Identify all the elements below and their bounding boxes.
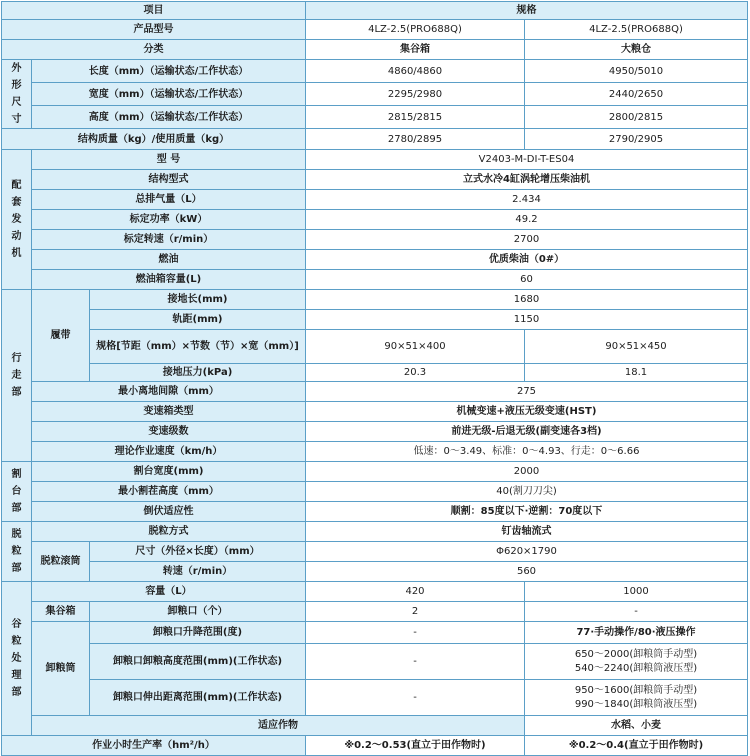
productivity-col2: ※0.2～0.4(直立于田作物时) (525, 736, 748, 756)
dim-length-col1: 4860/4860 (306, 60, 525, 83)
work-speed-label: 理论作业速度（km/h） (32, 442, 306, 462)
unloader-lift-col2: 77·手动操作/80·液压操作 (525, 622, 748, 644)
productivity-label: 作业小时生产率（hm²/h） (2, 736, 306, 756)
unloader-reach-col1: - (306, 680, 525, 716)
engine-fuel-value: 优质柴油（0#） (306, 250, 748, 270)
drum-speed-label: 转速（r/min） (90, 562, 306, 582)
drum-speed-value: 560 (306, 562, 748, 582)
gears-value: 前进无级-后退无级(副变速各3档) (306, 422, 748, 442)
grain-box-label: 集谷箱 (32, 602, 90, 622)
dim-width-label: 宽度（mm）（运输状态/工作状态） (32, 83, 306, 106)
grain-capacity-col1: 420 (306, 582, 525, 602)
engine-power-value: 49.2 (306, 210, 748, 230)
unloader-height-label: 卸粮口卸粮高度范围(mm)(工作状态) (90, 644, 306, 680)
model-col1: 4LZ-2.5(PRO688Q) (306, 20, 525, 40)
mass-label: 结构质量（kg）/使用质量（kg） (2, 129, 306, 150)
clearance-value: 275 (306, 382, 748, 402)
cutting-group: 割台部 (2, 462, 32, 522)
track-label: 履带 (32, 290, 90, 382)
grain-capacity-label: 容量（L） (32, 582, 306, 602)
outlet-count-label: 卸粮口（个） (90, 602, 306, 622)
engine-power-label: 标定功率（kW） (32, 210, 306, 230)
unloader-lift-label: 卸粮口升降范围(度) (90, 622, 306, 644)
lodging-value: 顺割：85度以下·逆割：70度以下 (306, 502, 748, 522)
category-col2: 大粮仓 (525, 40, 748, 60)
track-spec-col1: 90×51×400 (306, 330, 525, 364)
engine-model-value: V2403-M-DI-T-ES04 (306, 150, 748, 170)
engine-group: 配套发动机 (2, 150, 32, 290)
track-ground-length-label: 接地长(mm) (90, 290, 306, 310)
drum-label: 脱粒滚筒 (32, 542, 90, 582)
spec-table (1, 1, 748, 756)
mass-col1: 2780/2895 (306, 129, 525, 150)
outlet-count-col2: - (525, 602, 748, 622)
unloader-label: 卸粮筒 (32, 622, 90, 716)
header-spec: 规格 (306, 2, 748, 20)
header-item: 项目 (2, 2, 306, 20)
threshing-method-label: 脱粒方式 (32, 522, 306, 542)
lodging-label: 倒伏适应性 (32, 502, 306, 522)
dimensions-group: 外形尺寸 (2, 60, 32, 129)
outlet-count-col1: 2 (306, 602, 525, 622)
gearbox-label: 变速箱类型 (32, 402, 306, 422)
engine-tank-label: 燃油箱容量(L) (32, 270, 306, 290)
dim-height-col2: 2800/2815 (525, 106, 748, 129)
crop-value: 水稻、小麦 (525, 716, 748, 736)
engine-speed-label: 标定转速（r/min） (32, 230, 306, 250)
track-spec-label: 规格[节距（mm）×节数（节）×宽（mm）] (90, 330, 306, 364)
model-label: 产品型号 (2, 20, 306, 40)
threshing-method-value: 钉齿轴流式 (306, 522, 748, 542)
dim-length-label: 长度（mm）（运输状态/工作状态） (32, 60, 306, 83)
unloader-reach-hydraulic: 990～1840(卸粮筒液压型) (574, 698, 698, 710)
threshing-group: 脱粒部 (2, 522, 32, 582)
unloader-reach-col2 (525, 680, 748, 716)
track-gauge-label: 轨距(mm) (90, 310, 306, 330)
track-pressure-col1: 20.3 (306, 364, 525, 382)
model-col2: 4LZ-2.5(PRO688Q) (525, 20, 748, 40)
track-pressure-label: 接地压力(kPa) (90, 364, 306, 382)
stubble-label: 最小割茬高度（mm） (32, 482, 306, 502)
engine-displacement-value: 2.434 (306, 190, 748, 210)
dim-length-col2: 4950/5010 (525, 60, 748, 83)
unloader-height-hydraulic: 540～2240(卸粮筒液压型) (574, 662, 698, 674)
gearbox-value: 机械变速+液压无级变速(HST) (306, 402, 748, 422)
mass-col2: 2790/2905 (525, 129, 748, 150)
drum-size-value: Φ620×1790 (306, 542, 748, 562)
dim-height-label: 高度（mm）（运输状态/工作状态） (32, 106, 306, 129)
engine-type-value: 立式水冷4缸涡轮增压柴油机 (306, 170, 748, 190)
unloader-height-manual: 650～2000(卸粮筒手动型) (574, 648, 698, 660)
cut-width-value: 2000 (306, 462, 748, 482)
cut-width-label: 割台宽度(mm) (32, 462, 306, 482)
clearance-label: 最小离地间隙（mm） (32, 382, 306, 402)
unloader-reach-label: 卸粮口伸出距离范围(mm)(工作状态) (90, 680, 306, 716)
crop-label: 适应作物 (32, 716, 525, 736)
drum-size-label: 尺寸（外径×长度）（mm） (90, 542, 306, 562)
gears-label: 变速级数 (32, 422, 306, 442)
engine-fuel-label: 燃油 (32, 250, 306, 270)
grain-group: 谷粒处理部 (2, 582, 32, 736)
dim-height-col1: 2815/2815 (306, 106, 525, 129)
stubble-value: 40(割刀刀尖) (306, 482, 748, 502)
category-label: 分类 (2, 40, 306, 60)
unloader-reach-manual: 950～1600(卸粮筒手动型) (574, 684, 698, 696)
engine-model-label: 型 号 (32, 150, 306, 170)
track-gauge-value: 1150 (306, 310, 748, 330)
engine-type-label: 结构型式 (32, 170, 306, 190)
unloader-lift-col1: - (306, 622, 525, 644)
engine-tank-value: 60 (306, 270, 748, 290)
spec-sheet (1, 1, 749, 749)
productivity-col1: ※0.2～0.53(直立于田作物时) (306, 736, 525, 756)
engine-displacement-label: 总排气量（L） (32, 190, 306, 210)
unloader-height-col2 (525, 644, 748, 680)
category-col1: 集谷箱 (306, 40, 525, 60)
track-ground-length-value: 1680 (306, 290, 748, 310)
dim-width-col1: 2295/2980 (306, 83, 525, 106)
travel-group: 行走部 (2, 290, 32, 462)
track-spec-col2: 90×51×450 (525, 330, 748, 364)
work-speed-value: 低速：0～3.49、标准：0～4.93、行走：0～6.66 (306, 442, 748, 462)
unloader-height-col1: - (306, 644, 525, 680)
track-pressure-col2: 18.1 (525, 364, 748, 382)
dim-width-col2: 2440/2650 (525, 83, 748, 106)
grain-capacity-col2: 1000 (525, 582, 748, 602)
engine-speed-value: 2700 (306, 230, 748, 250)
